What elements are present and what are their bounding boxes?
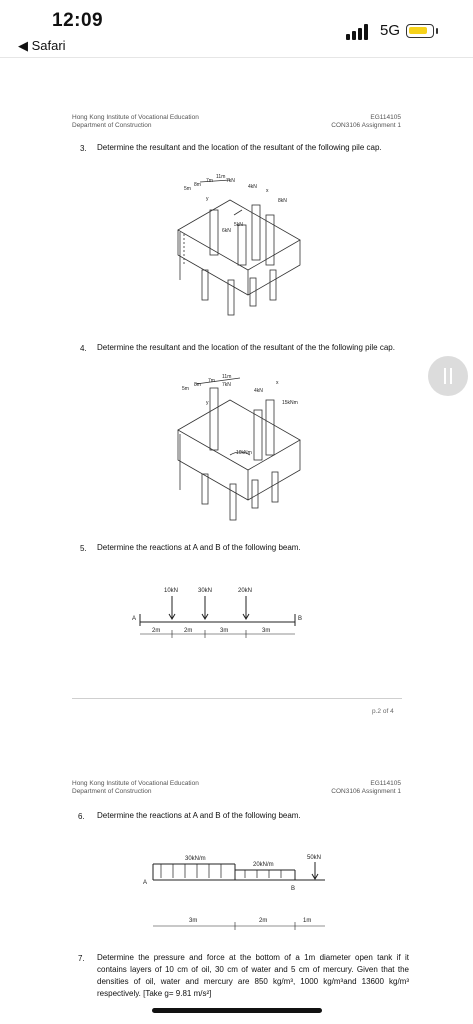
fig3-load-6kn: 6kN <box>222 228 231 234</box>
beam5-load-20kn: 20kN <box>238 588 253 594</box>
question-4-text: Determine the resultant and the location of the resultant of the the following pile cap. <box>97 343 395 352</box>
fig3-dim-5m: 5m <box>184 186 191 192</box>
fig4-axis-y: y <box>206 400 209 406</box>
course-code: EG114105 <box>370 780 401 787</box>
institute-name: Hong Kong Institute of Vocational Education <box>72 780 199 787</box>
status-divider <box>0 57 473 58</box>
question-7-number: 7. <box>78 954 85 963</box>
beam5-load-10kn: 10kN <box>164 588 179 594</box>
fig4-dim-8m: 8m <box>194 382 201 388</box>
fig3-axis-y: y <box>206 196 209 202</box>
assignment-name: CON3106 Assignment 1 <box>331 788 401 795</box>
signal-icon <box>346 24 372 40</box>
fig3-load-8kn: 8kN <box>278 198 287 204</box>
fig4-moment-15knm: 15kNm <box>282 400 298 406</box>
fig3-dim-7m: 7m <box>206 178 213 184</box>
beam5-span-2: 2m <box>184 628 193 634</box>
page1-header-right <box>331 114 401 130</box>
page2-header-left <box>72 780 199 796</box>
department-name: Department of Construction <box>72 788 152 795</box>
beam5-span-3: 3m <box>220 628 229 634</box>
beam6-support-a: A <box>143 880 148 886</box>
question-5-number: 5. <box>80 544 87 553</box>
home-indicator[interactable] <box>152 1008 322 1013</box>
battery-icon <box>406 24 434 38</box>
beam6-udl-20knm: 20kN/m <box>253 862 274 868</box>
beam6-span-1: 3m <box>189 918 198 924</box>
page1-footer-rule <box>72 698 402 699</box>
beam5-support-b: B <box>298 616 303 622</box>
fig3-axis-x: x <box>266 188 269 194</box>
fig3-dim-8m: 8m <box>194 182 201 188</box>
page1-header-left <box>72 114 199 130</box>
fig3-dim-11m: 11m <box>216 174 226 180</box>
question-7-text: Determine the pressure and force at the bottom of a 1m diameter open tank if it contains layers of 10 cm of oil, 30 cm of water and 5 cm of mercury. Given that the densities of oil, water and mercury are 850 kg/m³, 1000 kg/m³and 13600 kg/m³ respectively. [Take g= 9.81 m/s²] <box>97 953 409 998</box>
fig3-load-7kn: 7kN <box>226 178 235 184</box>
department-name: Department of Construction <box>72 122 152 129</box>
beam5-span-4: 3m <box>262 628 271 634</box>
beam6-load-50kn: 50kN <box>307 855 322 861</box>
question-6-text: Determine the reactions at A and B of the following beam. <box>97 811 301 820</box>
battery-tip-icon <box>436 28 438 34</box>
fig4-moment-10knm: 10kNm <box>236 450 252 456</box>
back-to-safari-link[interactable]: ◀ Safari <box>18 38 66 53</box>
clock: 12:09 <box>52 10 104 31</box>
question-3-number: 3. <box>80 144 87 153</box>
page2-header-right <box>331 780 401 796</box>
fig3-load-4kn: 4kN <box>248 184 257 190</box>
fig4-axis-x: x <box>276 380 279 386</box>
beam6-span-3: 1m <box>303 918 312 924</box>
question-6-number: 6. <box>78 812 85 821</box>
assignment-name: CON3106 Assignment 1 <box>331 122 401 129</box>
institute-name: Hong Kong Institute of Vocational Education <box>72 114 199 121</box>
fig4-dim-7m: 7m <box>208 378 215 384</box>
beam-figure-5 <box>120 580 310 640</box>
beam6-support-b: B <box>291 886 296 892</box>
beam5-load-30kn: 30kN <box>198 588 213 594</box>
beam6-span-2: 2m <box>259 918 268 924</box>
beam5-support-a: A <box>132 616 137 622</box>
fig4-dim-5m: 5m <box>182 386 189 392</box>
fig4-dim-11m: 11m <box>222 374 232 380</box>
beam6-udl-30knm: 30kN/m <box>185 856 206 862</box>
beam5-span-1: 2m <box>152 628 161 634</box>
course-code: EG114105 <box>370 114 401 121</box>
network-type: 5G <box>380 22 401 39</box>
pile-cap-figure-3 <box>170 170 310 320</box>
page-number: p.2 of 4 <box>372 708 394 715</box>
scroll-handle[interactable] <box>428 356 468 396</box>
status-bar <box>0 0 473 58</box>
fig4-load-7kn: 7kN <box>222 382 231 388</box>
question-5-text: Determine the reactions at A and B of the following beam. <box>97 543 301 552</box>
fig3-load-5kn: 5kN <box>234 222 243 228</box>
fig4-load-4kn: 4kN <box>254 388 263 394</box>
question-3-text: Determine the resultant and the location of the resultant of the following pile cap. <box>97 143 382 152</box>
question-4-number: 4. <box>80 344 87 353</box>
pile-cap-figure-4 <box>170 370 310 530</box>
beam-figure-6 <box>135 850 335 940</box>
